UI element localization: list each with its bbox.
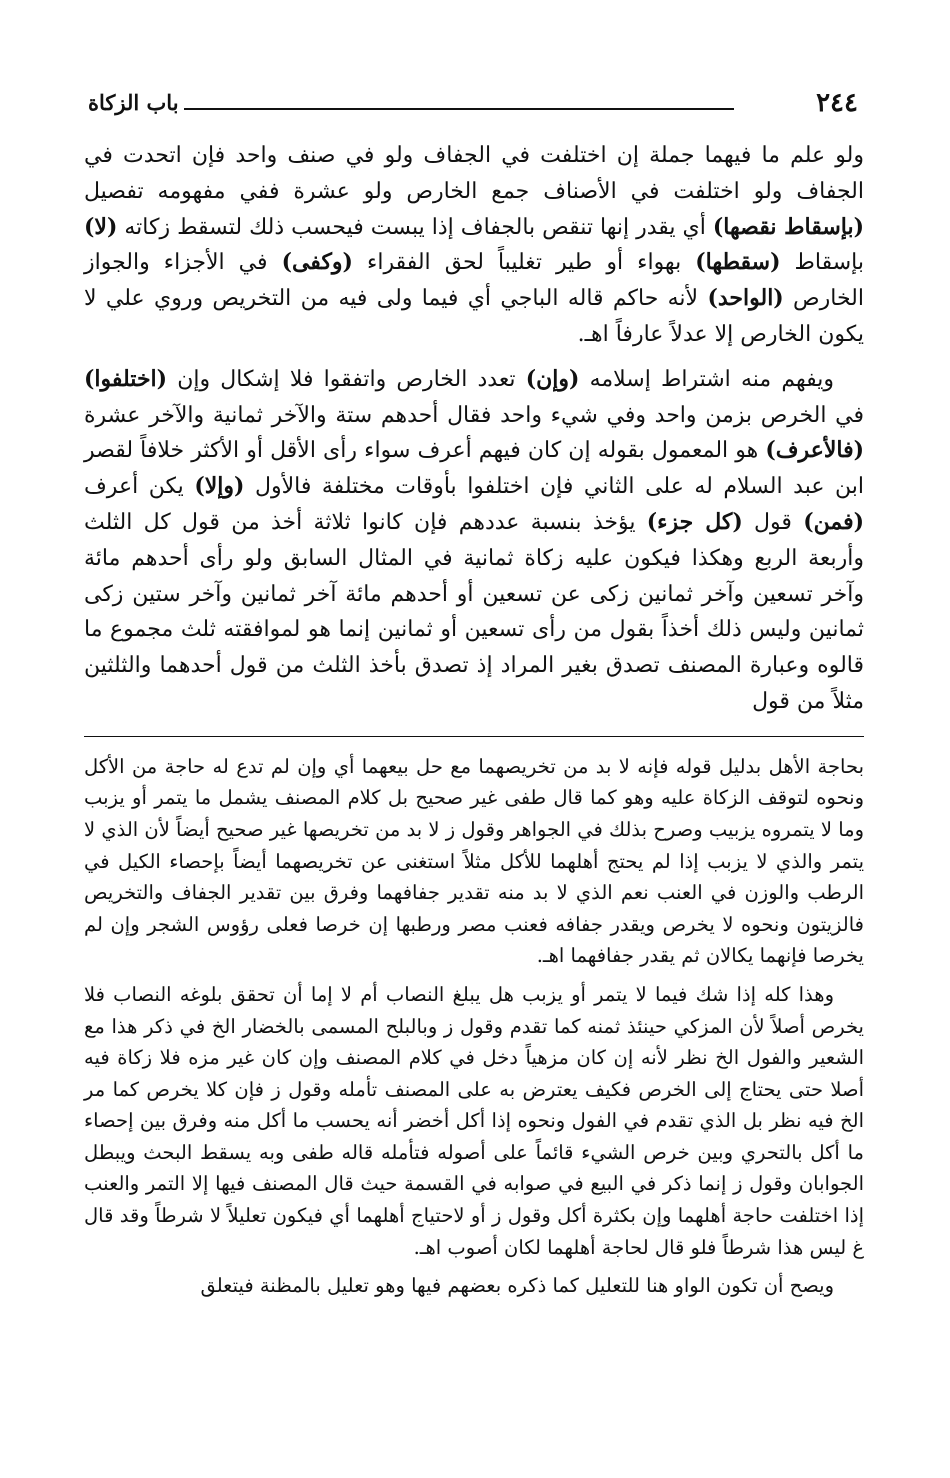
footnote-paragraph-3: ويصح أن تكون الواو هنا للتعليل كما ذكره بعضهم فيها وهو تعليل بالمظنة فيتعلق — [200, 1274, 834, 1298]
text-run: في الأجزاء والجواز الخارص — [84, 250, 865, 312]
bold-term: (سقطها) — [695, 249, 781, 276]
text-run: في الخرص بزمن واحد وفي شيء واحد فقال أحدهم ستة والآخر ثمانية والآخر عشرة — [84, 402, 864, 428]
text-run: هو المعمول بقوله إن كان فيهم أعرف سواء رأى الأقل أو الأكثر خلافاً لقصر ابن عبد السلام له على الثاني فإن اختلفوا بأوقات مختلفة فالأول — [84, 438, 864, 500]
text-run: يكن أعرف — [84, 474, 195, 500]
bold-term: (الواحد) — [707, 285, 784, 312]
bold-term: (فالأعرف) — [765, 437, 864, 464]
main-paragraph-1 — [84, 138, 864, 353]
footnote-separator — [84, 736, 864, 737]
bold-term: (كل جزء) — [646, 508, 743, 535]
text-run: يؤخذ بنسبة عددهم فإن كانوا ثلاثة أخذ من قول كل الثلث وأربعة الربع وهكذا فيكون عليه زكاة ثمانية في المثال السابق ولو رأى أحدهم مائة وآخر تسعين وآخر ثمانين زكى عن تسعين أو أحدهم مائة آخر ثمانين وآخر ستين زكى ثمانين وليس ذلك أخذاً بقول من رأى تسعين أو ثمانين إنما هو لموافقته ثلث مجموع ما قالوه وعبارة المصنف تصدق بغير المراد إذ تصدق بأخذ الثلث من قول أحدهما والثلثين مثلاً من قول — [84, 509, 864, 714]
bold-term: (اختلفوا) — [84, 365, 168, 392]
page-number: ٢٤٤ — [816, 88, 858, 118]
footnote-paragraph-2: وهذا كله إذا شك فيما لا يتمر أو يزبب هل يبلغ النصاب أم لا إما أن تحقق بلوغه النصاب فلا يخرص أصلاً لأن المزكي حينئذ ثمنه كما تقدم وقول ز وبالبلح المسمى بالخضار الخ في ذكر هذا مع الشعير والفول الخ نظر لأنه إن كان مزهياً دخل في كلام المصنف وإن كان غير مزه فلا زكاة فيه أصلا حتى يحتاج إلى الخرص فكيف يعترض به على المصنف تأمله وقول ز فإن كلا يخرص كما مر الخ فيه نظر بل الذي تقدم في الفول ونحوه إذا أكل أخضر أنه يحسب ما أكل منه وفرق بين إحصاء ما أكل بالتحري وبين خرص الشيء قائماً على أصوله فتأمله قاله طفى وبه يسقط البحث ويبطل الجوابان وقول ز إنما ذكر في البيع في صوابه في القسمة حيث قال المصنف فيها إلا التمر والعنب إذا اختلفت حاجة أهلهما وإن بكثرة أكل وقول ز أو لاحتياج أهلهما أي فيكون تعليلاً لا شرطاً وقد قال غ ليس هذا شرطاً فلو قال لحاجة أهلهما لكان أصوب اهـ. — [84, 982, 864, 1259]
text-run: لأنه حاكم قاله الباجي أي فيما ولى فيه من التخريص وروي علي لا يكون الخارص إلا عدلاً عارفاً اهـ. — [84, 286, 864, 347]
bold-term: (بإسقاط نقصها) — [712, 213, 864, 240]
text-run: بإسقاط — [780, 250, 864, 276]
text-run: تعدد الخارص واتفقوا فلا إشكال وإن — [167, 366, 526, 392]
bold-term: (وكفى) — [281, 249, 353, 276]
text-run: قول — [742, 509, 804, 535]
main-text — [84, 138, 864, 720]
chapter-title: باب الزكاة — [88, 90, 179, 115]
bold-term: (وإن) — [525, 365, 580, 392]
bold-term: (لا) — [84, 213, 118, 240]
text-run: بهواء أو طير تغليباً لحق الفقراء — [352, 250, 696, 276]
header-rule — [184, 108, 734, 110]
bold-term: (فمن) — [803, 508, 864, 535]
text-run: ويفهم منه اشتراط إسلامه — [579, 366, 834, 392]
main-paragraph-2 — [84, 362, 864, 720]
text-run: أي يقدر إنها تنقص بالجفاف إذا يبست فيحسب ذلك لتسقط زكاته — [117, 214, 713, 240]
footnote-paragraph-1: بحاجة الأهل بدليل قوله فإنه لا بد من تخريصهما مع حل بيعهما أي وإن لم تدع له حاجة من الأكل ونحوه لتوقف الزكاة عليه وهو كما قال طفى غير صحيح بل كلام المصنف يشمل ما يتمر أو يزبب وما لا يتمروه يزبيب وصرح بذلك في الجواهر وقول ز لا بد من تخريصها غير صحيح أيضاً لأن الذي لا يتمر والذي لا يزبب إذا لم يحتج أهلهما للأكل مثلاً استغنى عن تخريصهما أيضاً بإحصاء الكيل في الرطب والوزن في العنب نعم الذي لا بد منه تقدير جفافهما وفرق بين تقدير الجفاف والتخريص فالزيتون ونحوه لا يخرص ويقدر جفافه فعنب مصر ورطبها إن خرصا فعلى رؤوس الشجر وإن لم يخرصا فإنهما يكالان ثم يقدر جفافهما اهـ. — [84, 754, 864, 968]
bold-term: (وإلا) — [194, 473, 245, 500]
page-header — [84, 84, 864, 124]
footnotes — [84, 751, 864, 1302]
text-run: ولو علم ما فيهما جملة إن اختلفت في الجفاف ولو في صنف واحد فإن اتحدت في الجفاف ولو اختلفت في الأصناف جمع الخارص ولو عشرة ففي مفهومه تفصيل — [84, 143, 864, 204]
book-page — [84, 84, 864, 1302]
